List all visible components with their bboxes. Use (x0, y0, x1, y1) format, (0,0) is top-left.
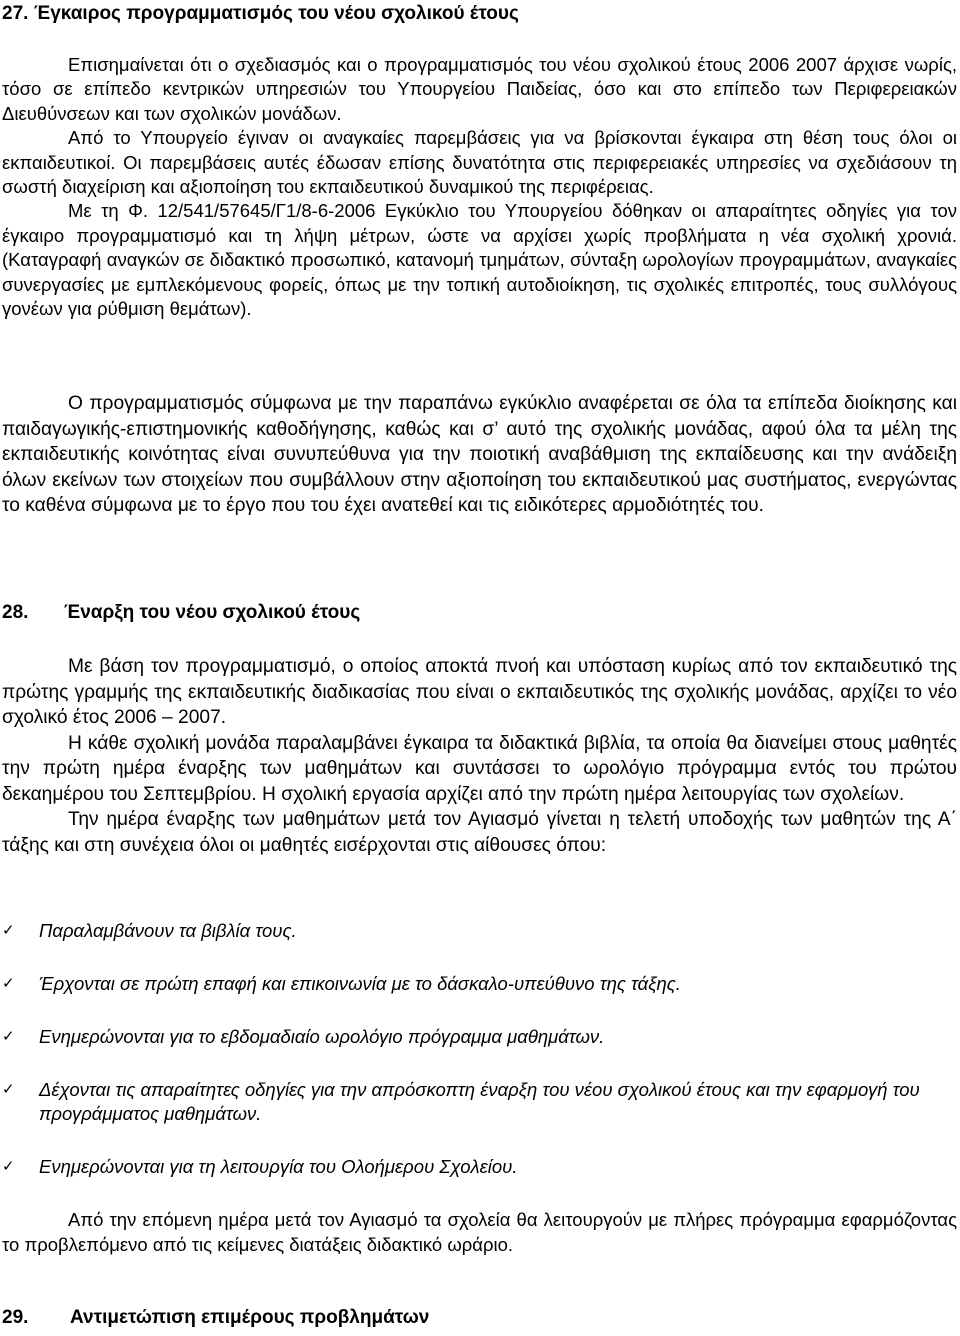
section-27-number: 27. (2, 3, 29, 24)
checkmark-icon: ✓ (2, 1081, 15, 1098)
list-item (2, 1025, 957, 1049)
checkmark-icon: ✓ (2, 1158, 15, 1175)
section-29-heading (2, 1306, 429, 1330)
section-27-paragraph-3: Με τη Φ. 12/541/57645/Γ1/8-6-2006 Εγκύκλιο του Υπουργείου δόθηκαν οι απαραίτητες οδηγίες για τον έγκαιρο προγραμματισμό και τη λήψη μέτρων, ώστε να αρχίσει χωρίς προβλήματα η νέα σχολική χρονιά. (Καταγραφή αναγκών σε διδακτικό προσωπικό, κατανομή τμημάτων, σύνταξη ωρολογίων προγραμμάτων, αναγκαίες συνεργασίες με εμπλεκόμενους φορείς, όπως με την τοπική αυτοδιοίκηση, τις σχολικές επιτροπές, τους συλλόγους γονέων για ρύθμιση θεμάτων). (2, 200, 957, 320)
list-item-text: Έρχονται σε πρώτη επαφή και επικοινωνία με το δάσκαλο-υπεύθυνο της τάξης. (39, 973, 681, 994)
list-item (2, 919, 957, 943)
section-27-title: Έγκαιρος προγραμματισμός του νέου σχολικού έτους (34, 3, 519, 24)
list-item-text: Παραλαμβάνουν τα βιβλία τους. (39, 920, 297, 941)
section-29-number: 29. (2, 1307, 29, 1328)
section-28-paragraph-2: Η κάθε σχολική μονάδα παραλαμβάνει έγκαιρα τα διδακτικά βιβλία, τα οποία θα διανείμει στους μαθητές την πρώτη ημέρα έναρξης των μαθημάτων και συντάσσει το ωρολόγιο πρόγραμμα εντός του πρώτου δεκαημέρου του Σεπτεμβρίου. Η σχολική εργασία αρχίζει από την πρώτη ημέρα λειτουργίας των σχολείων. (2, 732, 957, 805)
list-item (2, 1078, 957, 1126)
section-27-paragraph-1: Επισημαίνεται ότι ο σχεδιασμός και ο προγραμματισμός του νέου σχολικού έτους 2006 2007 άρχισε νωρίς, τόσο σε επίπεδο κεντρικών υπηρεσιών του Υπουργείου Παιδείας, όσο και στο επίπεδο των Περιφερειακών Διευθύνσεων και των σχολικών μονάδων. (2, 54, 957, 124)
section-29-title: Αντιμετώπιση επιμέρους προβλημάτων (70, 1307, 430, 1328)
list-item (2, 1155, 957, 1179)
section-28-heading (2, 601, 360, 625)
section-27-paragraph-2: Από το Υπουργείο έγιναν οι αναγκαίες παρεμβάσεις για να βρίσκονται έγκαιρα στη θέση τους όλοι οι εκπαιδευτικοί. Οι παρεμβάσεις αυτές έδωσαν επίσης δυνατότητα στις περιφερειακές υπηρεσίες να σχεδιάσουν τη σωστή διαχείριση και αξιοποίηση του εκπαιδευτικού δυναμικού της περιφέρειας. (2, 127, 957, 198)
section-28-paragraph-4: Από την επόμενη ημέρα μετά τον Αγιασμό τα σχολεία θα λειτουργούν με πλήρες πρόγραμμα εφαρμόζοντας το προβλεπόμενο από τις κείμενες διατάξεις διδακτικό ωράριο. (2, 1209, 957, 1255)
section-28-paragraph-3: Την ημέρα έναρξης των μαθημάτων μετά τον Αγιασμό γίνεται η τελετή υποδοχής των μαθητών της Α΄ τάξης και στη συνέχεια όλοι οι μαθητές εισέρχονται στις αίθουσες όπου: (2, 809, 957, 856)
section-28-body-closing (2, 1207, 957, 1257)
section-28-title: Έναρξη του νέου σχολικού έτους (64, 602, 361, 623)
section-28-body (2, 654, 957, 858)
section-28-number: 28. (2, 602, 29, 623)
section-27-heading (2, 2, 519, 26)
section-27-paragraph-4: Ο προγραμματισμός σύμφωνα με την παραπάνω εγκύκλιο αναφέρεται σε όλα τα επίπεδα διοίκησης και παιδαγωγικής-επιστημονικής καθοδήγησης, καθώς και σ’ αυτό της σχολικής μονάδας, αφού όλα τα μέλη της εκπαιδευτικής κοινότητας είναι συνυπεύθυνα για την ποιοτική αναβάθμιση της εκπαίδευσης και την ανάδειξη όλων εκείνων των στοιχείων που συμβάλλουν στην αξιοποίηση του εκπαιδευτικού μας συστήματος, ενεργώντας το καθένα σύμφωνα με το έργο που του έχει ανατεθεί και τις ειδικότερες αρμοδιότητές του. (2, 393, 957, 517)
list-item-text: Ενημερώνονται για τη λειτουργία του Ολοήμερου Σχολείου. (39, 1156, 518, 1177)
list-item-text: Δέχονται τις απαραίτητες οδηγίες για την απρόσκοπτη έναρξη του νέου σχολικού έτους και την εφαρμογή του προγράμματος μαθημάτων. (39, 1079, 920, 1124)
checkmark-icon: ✓ (2, 1028, 15, 1045)
list-item (2, 972, 957, 996)
section-27-body-top (2, 53, 957, 321)
checkmark-icon: ✓ (2, 975, 15, 992)
checkmark-icon: ✓ (2, 922, 15, 939)
section-28-paragraph-1: Με βάση τον προγραμματισμό, ο οποίος αποκτά πνοή και υπόσταση κυρίως από τον εκπαιδευτικό της πρώτης γραμμής της εκπαιδευτικής διαδικασίας που είναι ο εκπαιδευτικός της σχολικής μονάδας, αρχίζει το νέο σχολικό έτος 2006 – 2007. (2, 656, 957, 728)
section-27-body-bottom (2, 391, 957, 519)
list-item-text: Ενημερώνονται για το εβδομαδιαίο ωρολόγιο πρόγραμμα μαθημάτων. (39, 1026, 605, 1047)
